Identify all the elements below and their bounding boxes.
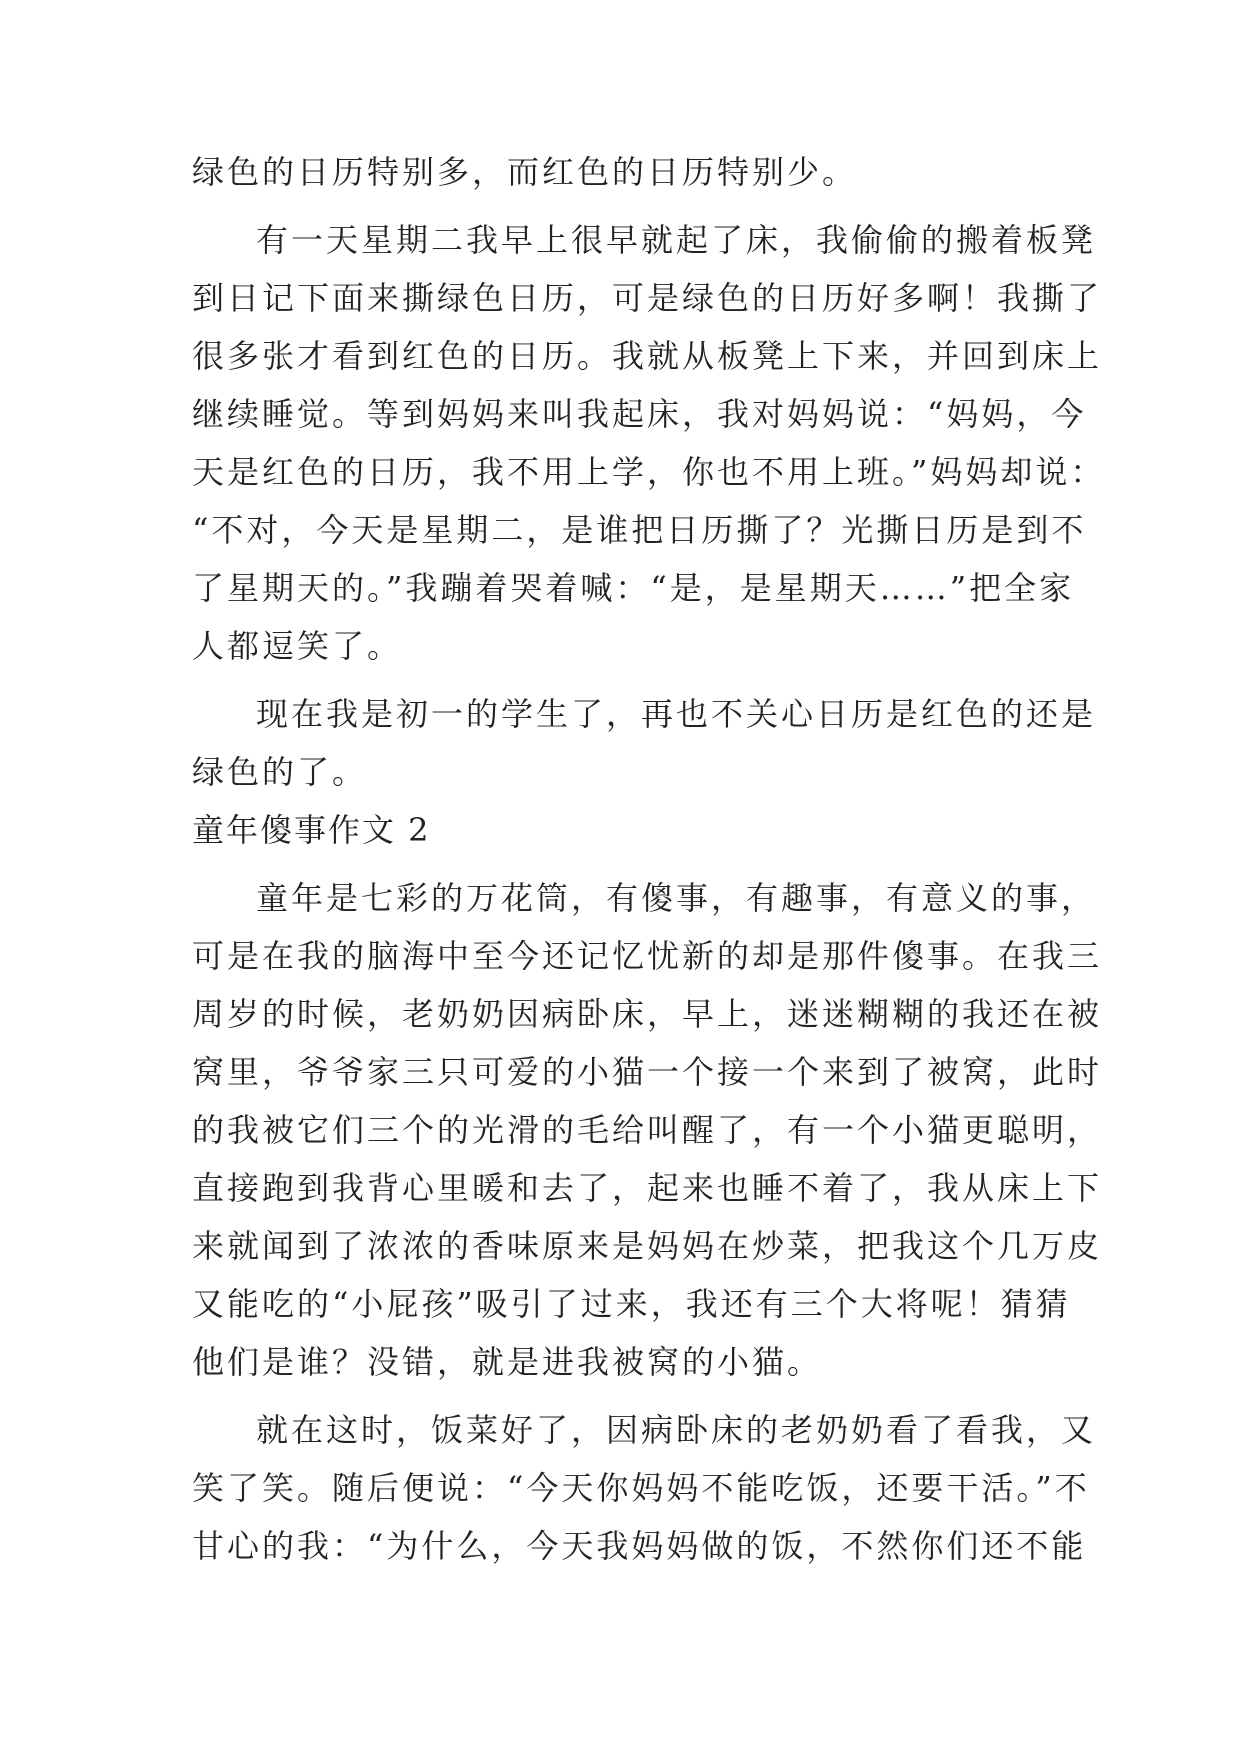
text-line: 绿色的了。 xyxy=(192,753,368,791)
paragraph-start-line: 有一天星期二我早上很早就起了床，我偷偷的搬着板凳 xyxy=(256,221,1097,259)
text-line: 周岁的时候，老奶奶因病卧床，早上，迷迷糊糊的我还在被 xyxy=(192,995,1103,1033)
text-line: 笑了笑。随后便说：“今天你妈妈不能吃饭，还要干活。”不 xyxy=(192,1469,1090,1507)
text-line: 来就闻到了浓浓的香味原来是妈妈在炒菜，把我这个几万皮 xyxy=(192,1227,1103,1265)
text-line: “不对，今天是星期二，是谁把日历撕了？光撕日历是到不 xyxy=(192,511,1087,549)
section-heading: 童年傻事作文 2 xyxy=(192,811,431,849)
text-line: 很多张才看到红色的日历。我就从板凳上下来，并回到床上 xyxy=(192,337,1103,375)
text-line: 窝里，爷爷家三只可爱的小猫一个接一个来到了被窝，此时 xyxy=(192,1053,1103,1091)
paragraph-start-line: 现在我是初一的学生了，再也不关心日历是红色的还是 xyxy=(256,695,1097,733)
text-line: 继续睡觉。等到妈妈来叫我起床，我对妈妈说：“妈妈，今 xyxy=(192,395,1087,433)
text-line: 绿色的日历特别多，而红色的日历特别少。 xyxy=(192,153,858,191)
text-line: 天是红色的日历，我不用上学，你也不用上班。”妈妈却说： xyxy=(192,453,1106,491)
text-line: 他们是谁？没错，就是进我被窝的小猫。 xyxy=(192,1343,823,1381)
text-line: 甘心的我：“为什么，今天我妈妈做的饭，不然你们还不能 xyxy=(192,1527,1087,1565)
text-line: 又能吃的“小屁孩”吸引了过来，我还有三个大将呢！猜猜 xyxy=(192,1285,1071,1323)
text-line: 可是在我的脑海中至今还记忆忧新的却是那件傻事。在我三 xyxy=(192,937,1103,975)
paragraph-start-line: 童年是七彩的万花筒，有傻事，有趣事，有意义的事， xyxy=(256,879,1097,917)
paragraph-start-line: 就在这时，饭菜好了，因病卧床的老奶奶看了看我，又 xyxy=(256,1411,1097,1449)
text-line: 的我被它们三个的光滑的毛给叫醒了，有一个小猫更聪明， xyxy=(192,1111,1103,1149)
text-line: 了星期天的。”我蹦着哭着喊：“是，是星期天……”把全家 xyxy=(192,569,1075,607)
text-line: 人都逗笑了。 xyxy=(192,627,403,665)
text-line: 到日记下面来撕绿色日历，可是绿色的日历好多啊！我撕了 xyxy=(192,279,1103,317)
text-line: 直接跑到我背心里暖和去了，起来也睡不着了，我从床上下 xyxy=(192,1169,1103,1207)
